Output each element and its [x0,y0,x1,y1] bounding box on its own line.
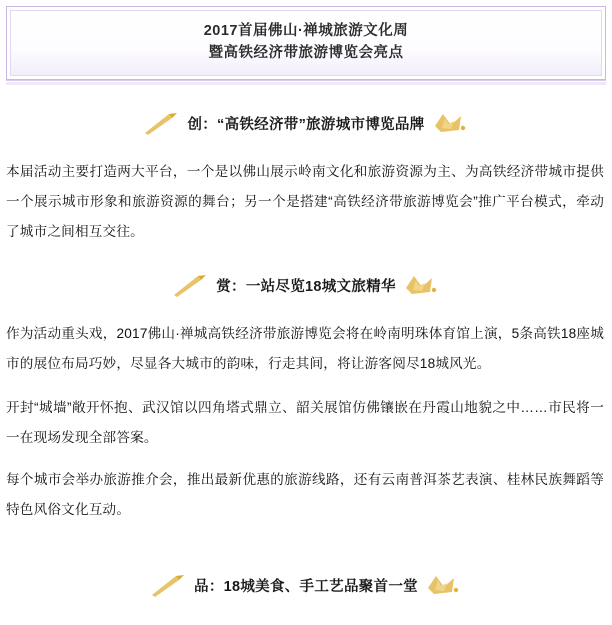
ribbon-left-icon [146,570,192,600]
paragraph: 本届活动主要打造两大平台，一个是以佛山展示岭南文化和旅游资源为主、为高铁经济带城市提供一个展示城市形象和旅游资源的舞台；另一个是搭建“高铁经济带旅游博览会”推广平台模式，牵动了城市之间相互交往。 [6,164,604,239]
paragraph: 每个城市会举办旅游推介会，推出最新优惠的旅游线路，还有云南普洱茶艺表演、桂林民族舞蹈等特色风俗文化互动。 [6,472,604,517]
section-title-1: 创：“高铁经济带”旅游城市博览品牌 [187,116,425,133]
paragraph: 开封“城墙”敞开怀抱、武汉馆以四角塔式鼎立、韶关展馆仿佛镶嵌在丹霞山地貌之中……市民将一一在现场发现全部答案。 [6,400,604,445]
header-banner-inner [10,10,602,76]
star-burst-right-icon [420,570,466,600]
header-banner [6,6,606,80]
section-title-2: 赏：一站尽览18城文旅精华 [216,278,396,295]
star-burst-right-icon [398,270,444,300]
banner-divider-shadow [6,82,606,85]
section-title-3: 品：18城美食、手工艺品聚首一堂 [194,578,418,595]
section-heading-1 [0,103,612,143]
star-burst-right-icon [427,108,473,138]
document-page [0,6,612,625]
section-heading-3 [0,565,612,605]
paragraph: 作为活动重头戏，2017佛山·禅城高铁经济带旅游博览会将在岭南明珠体育馆上演，5条高铁18座城市的展位布局巧妙，尽显各大城市的韵味，行走其间，将让游客阅尽18城风光。 [6,326,604,371]
banner-title-line-1: 2017首届佛山·禅城旅游文化周 [203,23,409,39]
ribbon-left-icon [168,270,214,300]
banner-divider [6,80,606,81]
section-heading-2 [0,265,612,305]
banner-title-line-2: 暨高铁经济带旅游博览会亮点 [208,45,404,61]
spacer [0,537,612,547]
ribbon-left-icon [139,108,185,138]
